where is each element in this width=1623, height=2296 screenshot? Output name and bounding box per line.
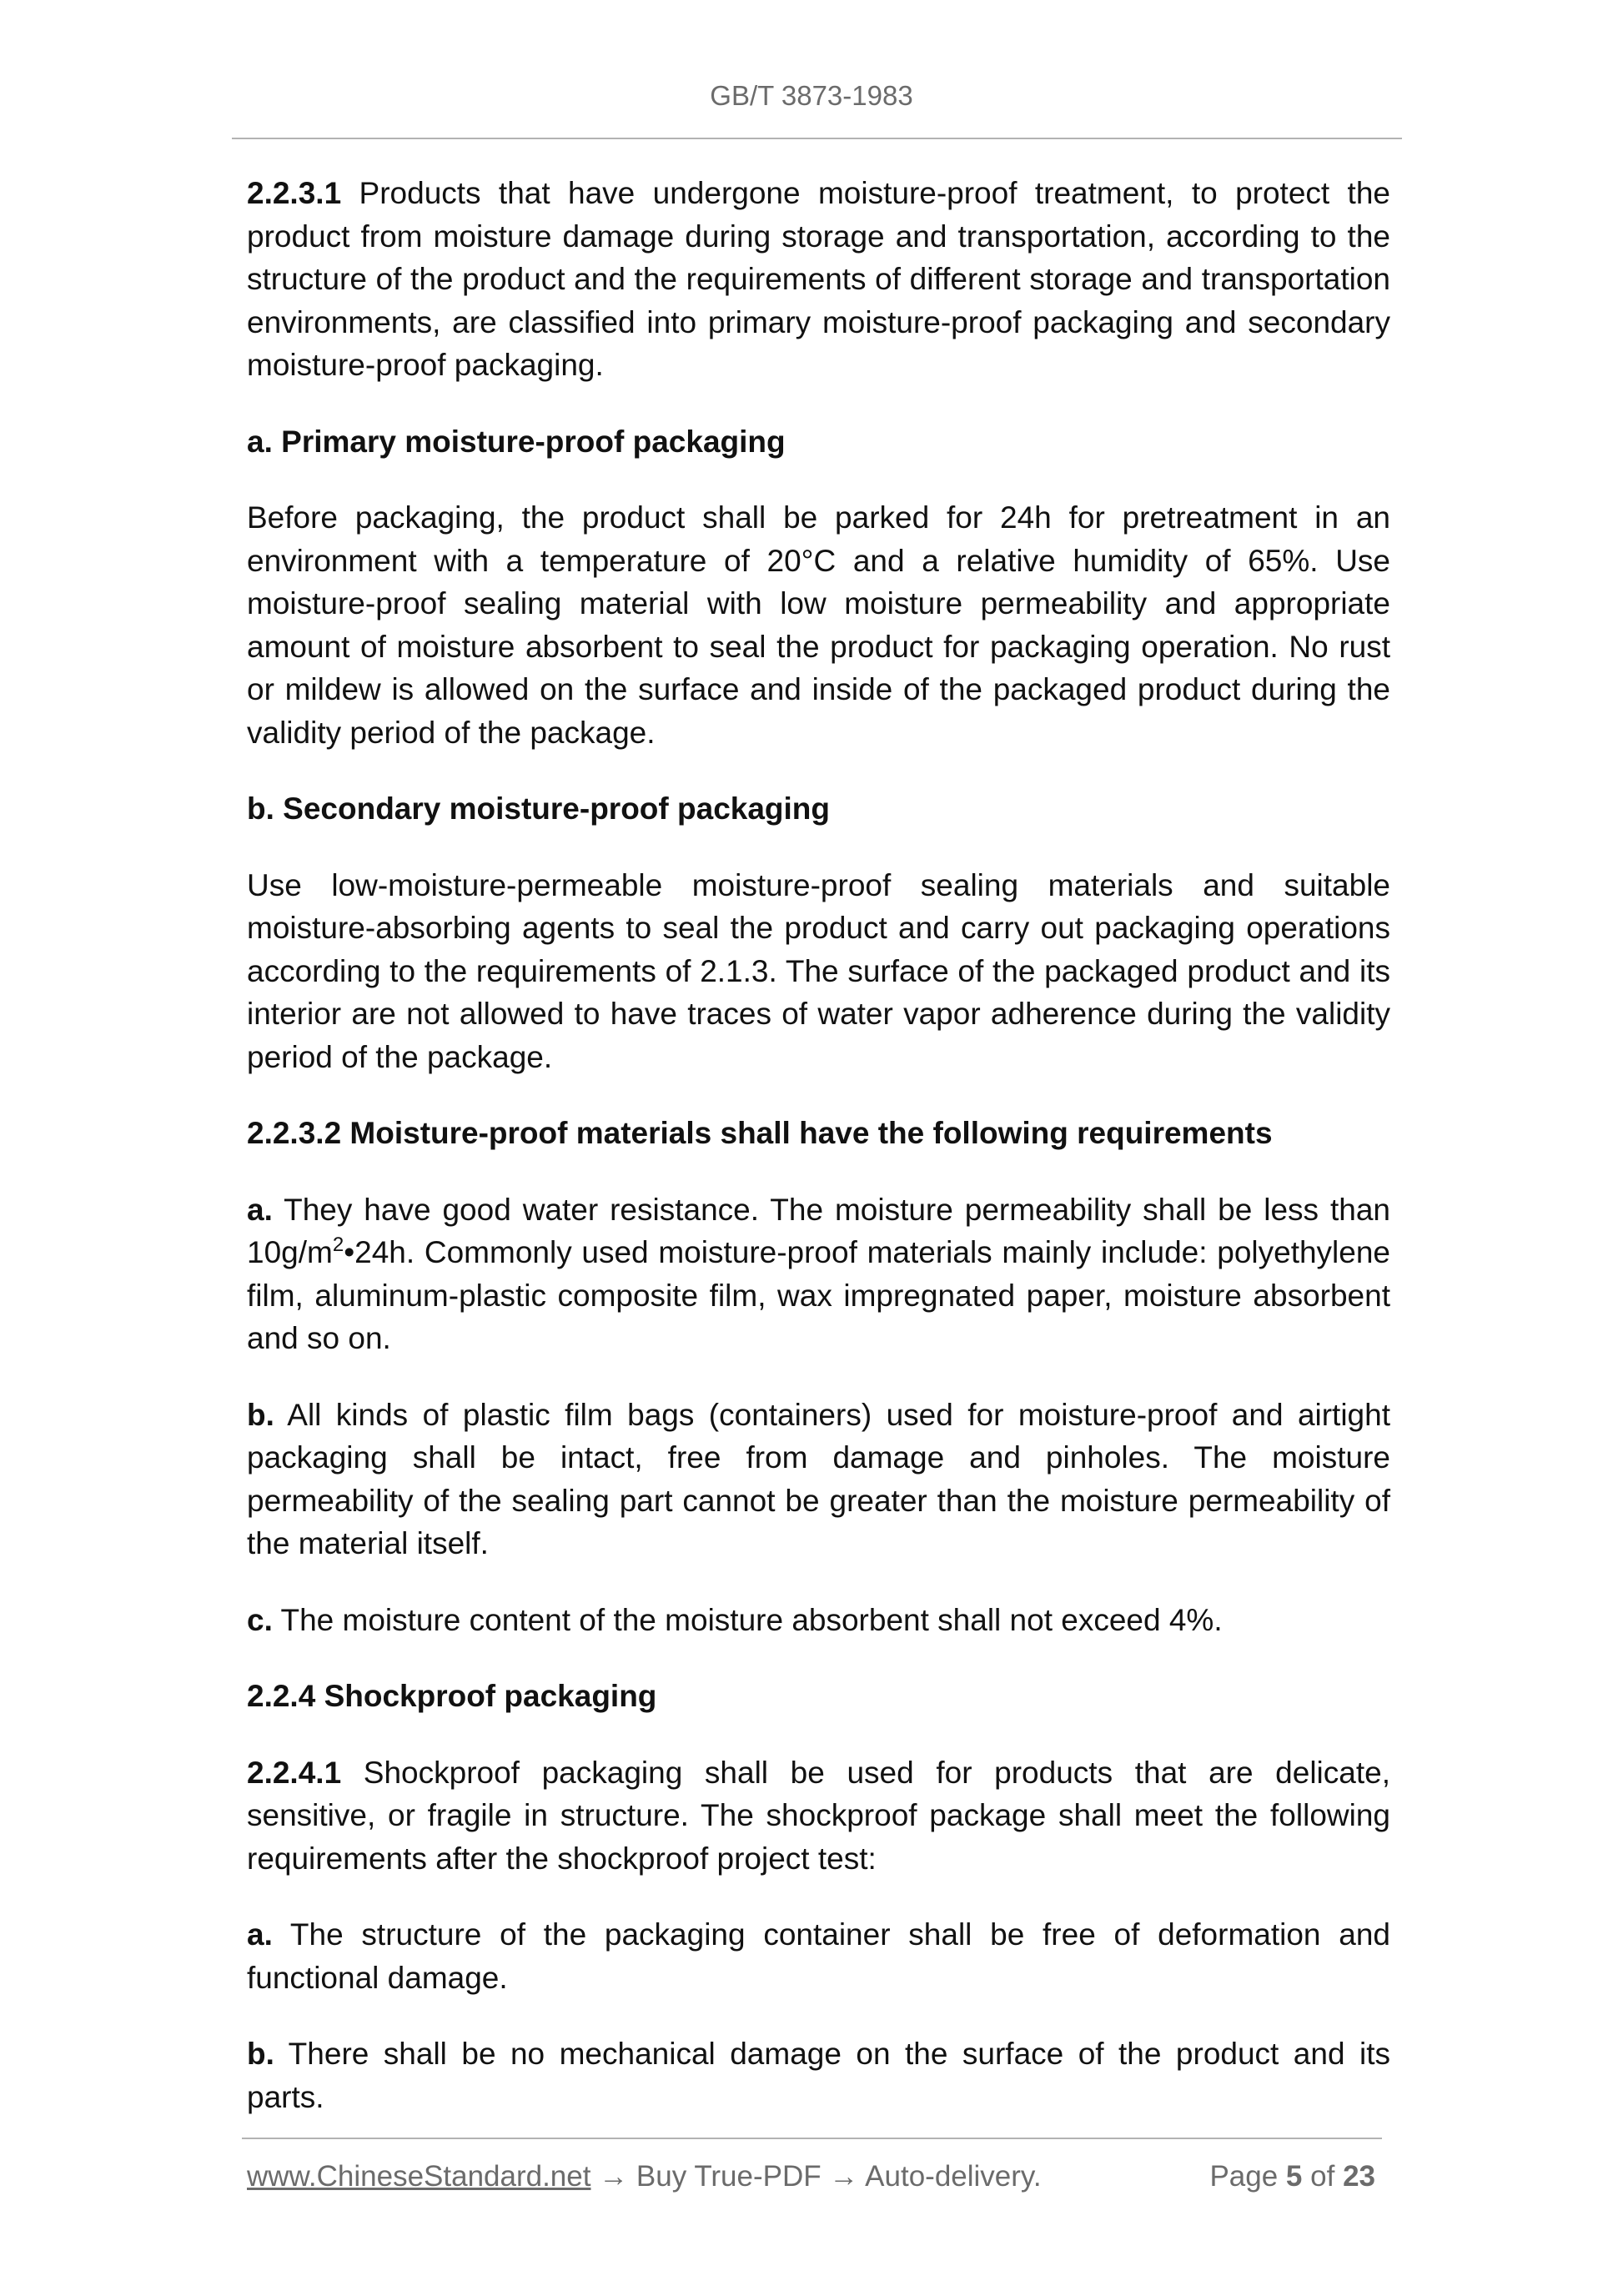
item-label: b. <box>247 2037 274 2071</box>
heading-2-2-3-2: 2.2.3.2 Moisture-proof materials shall have the following requirements <box>247 1116 1273 1150</box>
page-label: Page <box>1209 2160 1279 2193</box>
item-label: a. <box>247 1192 273 1227</box>
clause-number: 2.2.3.1 <box>247 176 342 210</box>
shockproof-requirement-a <box>247 1913 1390 1999</box>
paragraph-text: All kinds of plastic film bags (containers) used for moisture-proof and airtight packaging shall be intact, free from damage and pinholes. The moisture permeability of the sealing part cannot be greater than the moisture permeability of the material itself. <box>247 1397 1390 1560</box>
clause-number: 2.2.4.1 <box>247 1755 342 1790</box>
website-link[interactable]: www.ChineseStandard.net <box>247 2160 591 2193</box>
current-page-number: 5 <box>1285 2160 1303 2193</box>
item-label: a. <box>247 1917 273 1952</box>
header-divider <box>232 138 1402 139</box>
page-indicator <box>1209 2160 1375 2193</box>
paragraph-text: They have good water resistance. The moisture permeability shall be less than 10g/m <box>247 1192 1390 1269</box>
of-label: of <box>1310 2160 1335 2193</box>
item-label: b. <box>247 1397 274 1432</box>
footer-tagline: → Buy True-PDF → Auto-delivery. <box>590 2160 1042 2193</box>
heading-secondary-packaging: b. Secondary moisture-proof packaging <box>247 791 831 826</box>
item-label: c. <box>247 1602 273 1637</box>
paragraph-text: Shockproof packaging shall be used for products that are delicate, sensitive, or fragile in structure. The shockproof package shall meet the following requirements after the shockproof project test: <box>247 1755 1390 1876</box>
paragraph-2-2-3-1 <box>247 172 1390 387</box>
paragraph-text: Use low-moisture-permeable moisture-proof sealing materials and suitable moisture-absorbing agents to seal the product and carry out packaging operations according to the requirements of 2.1.3. The surface of the packaged product and its interior are not allowed to have traces of water vapor adherence during the validity period of the package. <box>247 867 1390 1074</box>
superscript: 2 <box>332 1233 344 1256</box>
footer-left <box>247 2160 1042 2193</box>
paragraph-text: •24h. Commonly used moisture-proof materials mainly include: polyethylene film, aluminum-plastic composite film, wax impregnated paper, moisture absorbent and so on. <box>247 1235 1390 1355</box>
footer-divider <box>242 2138 1382 2139</box>
requirement-a <box>247 1188 1390 1360</box>
requirement-c <box>247 1599 1390 1642</box>
shockproof-requirement-b <box>247 2032 1390 2118</box>
paragraph-text: Products that have undergone moisture-proof treatment, to protect the product from moisture damage during storage and transportation, according to the structure of the product and the requirements of different storage and transportation environments, are classified into primary moisture-proof packaging and secondary moisture-proof packaging. <box>247 176 1390 382</box>
paragraph-primary-packaging <box>247 496 1390 754</box>
heading-2-2-4: 2.2.4 Shockproof packaging <box>247 1679 657 1713</box>
heading-primary-packaging: a. Primary moisture-proof packaging <box>247 424 786 459</box>
page-footer <box>247 2160 1382 2202</box>
document-header <box>0 80 1623 112</box>
total-pages-number: 23 <box>1343 2160 1375 2193</box>
paragraph-text: The structure of the packaging container shall be free of deformation and functional damage. <box>247 1917 1390 1995</box>
paragraph-2-2-4-1 <box>247 1751 1390 1881</box>
document-code: GB/T 3873-1983 <box>710 80 913 111</box>
paragraph-secondary-packaging <box>247 864 1390 1079</box>
paragraph-text: Before packaging, the product shall be parked for 24h for pretreatment in an environment with a temperature of 20°C and a relative humidity of 65%. Use moisture-proof sealing material with low moisture permeability and appropriate amount of moisture absorbent to seal the product for packaging operation. No rust or mildew is allowed on the surface and inside of the packaged product during the validity period of the package. <box>247 500 1390 750</box>
requirement-b <box>247 1394 1390 1565</box>
paragraph-text: There shall be no mechanical damage on the surface of the product and its parts. <box>247 2037 1390 2114</box>
paragraph-text: The moisture content of the moisture absorbent shall not exceed 4%. <box>272 1602 1223 1637</box>
document-body <box>247 172 1390 2152</box>
